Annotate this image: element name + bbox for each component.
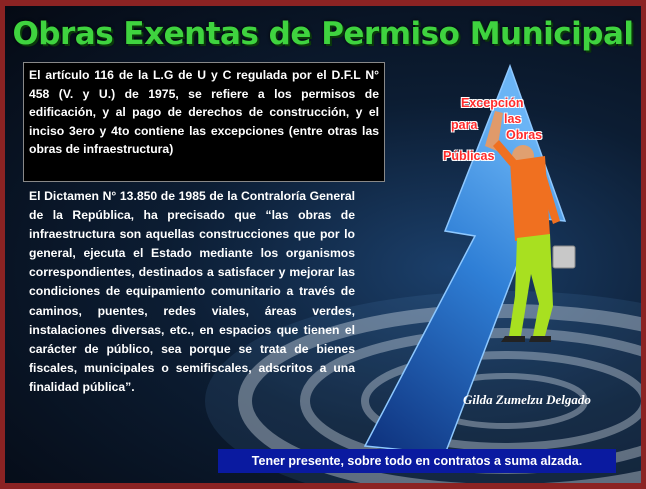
author-signature: Gilda Zumelzu Delgado — [463, 392, 591, 407]
footer-note: Tener presente, sobre todo en contratos a suma alzada. — [218, 449, 616, 473]
dictamen-paragraph: El Dictamen N° 13.850 de 1985 de la Contraloría General de la República, ha precisado que “las obras de infraestructura son aquellas construcciones que por lo general, ejecuta el Estado mediante los organismos correspondientes, destinados a satisfacer y mejorar las condiciones de equipamiento comunitario a través de caminos, puentes, redes viales, áreas verdes, instalaciones diversas, etc., en espacios que tienen el carácter de público, sea porque se trata de bienes fiscales, municipales o semifiscales, adscritos a una finalidad pública”. — [29, 189, 355, 394]
arrow-label-obras: Obras — [506, 128, 543, 142]
slide — [5, 6, 641, 483]
slide-title: Obras Exentas de Permiso Municipal — [12, 16, 634, 52]
arrow-label-excepcion: Excepción — [461, 96, 524, 110]
arrow-label-las: las — [504, 112, 522, 126]
legal-reference-box: El artículo 116 de la L.G de U y C regulada por el D.F.L N° 458 (V. y U.) de 1975, se refiere a los permisos de edificación, y al pago de derechos de construcción, y el inciso 3ero y 4to contiene las excepciones (entre otras las obras de infraestructura) — [23, 62, 385, 182]
arrow-label-publicas: Públicas — [443, 149, 495, 163]
arrow-label-para: para — [451, 118, 478, 132]
